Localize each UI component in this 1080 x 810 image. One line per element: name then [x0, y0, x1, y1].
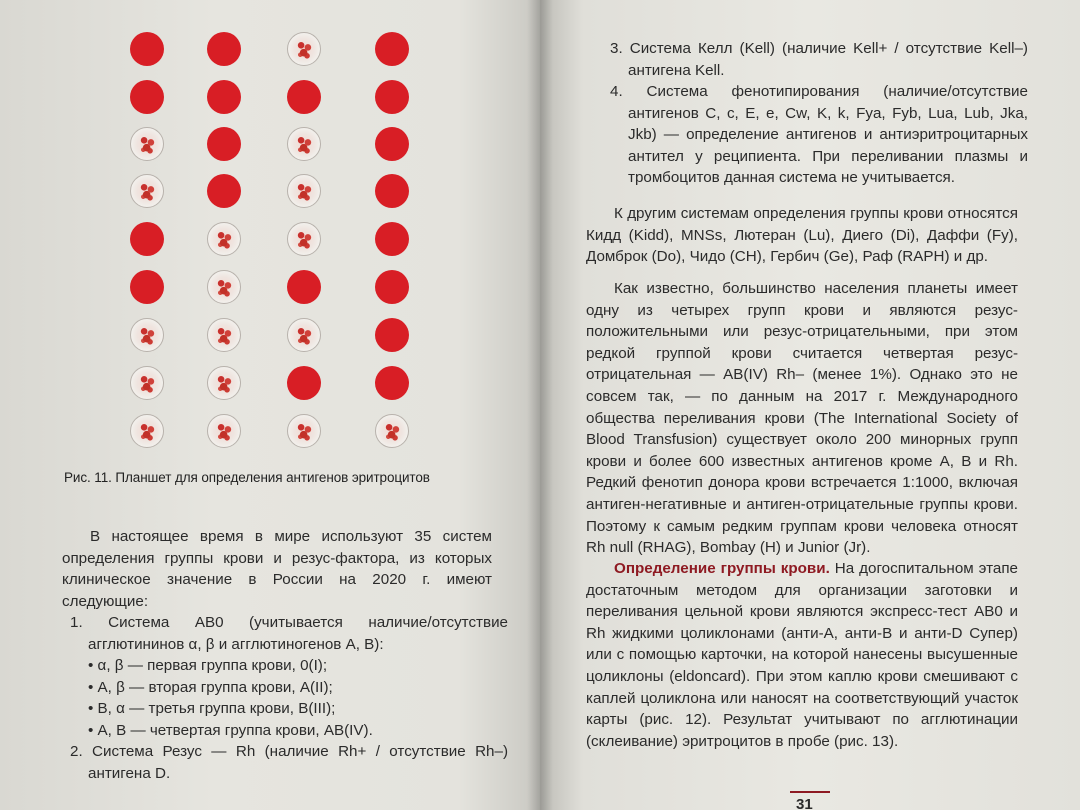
- list-item: • А, В — четвертая группа крови, AB(IV).: [88, 721, 373, 739]
- list-item: • В, α — третья группа крови, B(III);: [88, 700, 336, 718]
- negative-well: [130, 414, 164, 448]
- agglutinated-well: [375, 32, 409, 66]
- agglutinated-well: [375, 366, 409, 400]
- other-systems-paragraph: К другим системам определения группы крови относятся Кидд (Kidd), MNSs, Лютеран (Lu), Диего (Di), Даффи (Fy), Домброк (Do), Чидо (CH), Гербич (Ge), Раф (RAPH) и др.: [586, 205, 1018, 266]
- abo-bullet-list: [88, 655, 488, 741]
- book-spine-shadow: [527, 0, 553, 810]
- negative-well: [207, 222, 241, 256]
- agglutinated-well: [130, 222, 164, 256]
- agglutinated-well: [287, 366, 321, 400]
- antigen-test-plate: [112, 24, 432, 464]
- negative-well: [287, 318, 321, 352]
- negative-well: [130, 127, 164, 161]
- section-heading: Определение группы крови.: [614, 560, 830, 577]
- negative-well: [130, 174, 164, 208]
- page-number-rule: [790, 791, 830, 793]
- agglutinated-well: [375, 80, 409, 114]
- negative-well: [287, 127, 321, 161]
- negative-well: [207, 318, 241, 352]
- negative-well: [130, 366, 164, 400]
- list-item: • α, β — первая группа крови, 0(I);: [88, 657, 328, 674]
- agglutinated-well: [207, 80, 241, 114]
- page-number: 31: [796, 796, 813, 810]
- negative-well: [287, 174, 321, 208]
- list-item: • А, β — вторая группа крови, A(II);: [88, 678, 333, 696]
- agglutinated-well: [375, 270, 409, 304]
- population-paragraph: Как известно, большинство населения планеты имеет одну из четырех групп крови и являются резус-положительными или резус-отрицательными, при этом редкой группой крови считается четвертая резус-отрицательная — AB(IV) Rh– (менее 1%). Однако это не совсем так, — по данным на 2017 г. Международного общества переливания крови (The International Society of Blood Transfusion) существует около 200 минорных групп крови и более 600 известных антигенов кроме А, В и Rh. Редкий фенотип донора крови встречается 1:1000, включая антиген-негативные и антиген-отрицательные группы крови. Поэтому к самым редким группам крови человека относят Rh null (RHAG), Bombay (H) и Junior (Jr).: [586, 280, 1018, 557]
- negative-well: [287, 32, 321, 66]
- agglutinated-well: [130, 32, 164, 66]
- agglutinated-well: [207, 127, 241, 161]
- negative-well: [287, 414, 321, 448]
- agglutinated-well: [375, 127, 409, 161]
- figure-caption: Рис. 11. Планшет для определения антигенов эритроцитов: [64, 470, 430, 485]
- agglutinated-well: [287, 270, 321, 304]
- list-item-kell: 3. Система Келл (Kell) (наличие Kell+ / отсутствие Kell–) антигена Kell.: [610, 40, 1028, 79]
- section-body: На догоспитальном этапе достаточным методом для организации заготовки и переливания цельной крови являются экспресс-тест АВ0 и Rh жидкими цоликлонами (анти-А, анти-В и анти-D Супер) или с помощью карточки, на которой нанесены высушенные цоликлоны (eldoncard). При этом каплю крови смешивают с каплей цоликлона или наносят на соответствующий участок карты (рис. 12). Результат учитывают по агглютинации (склеивание) эритроцитов в пробе (рис. 13).: [586, 560, 1018, 750]
- list-item-abo: 1. Система АВ0 (учитывается наличие/отсутствие агглютининов α, β и агглютиногенов А, В):: [70, 614, 508, 653]
- agglutinated-well: [287, 80, 321, 114]
- right-page: [540, 0, 1080, 810]
- intro-paragraph: В настоящее время в мире используют 35 систем определения группы крови и резус-фактора, из которых клиническое значение в России на 2020 г. имеют следующие:: [62, 528, 492, 610]
- agglutinated-well: [130, 270, 164, 304]
- list-item-phenotyping: 4. Система фенотипирования (наличие/отсутствие антигенов C, c, E, e, Cw, K, k, Fya, Fyb, Lua, Lub, Jka, Jkb) — определение антигенов и антиэритроцитарных антител у реципиента. При переливании плазмы и тромбоцитов данная система не учитывается.: [610, 83, 1028, 187]
- negative-well: [375, 414, 409, 448]
- negative-well: [130, 318, 164, 352]
- negative-well: [287, 222, 321, 256]
- agglutinated-well: [375, 222, 409, 256]
- list-item-rhesus: 2. Система Резус — Rh (наличие Rh+ / отсутствие Rh–) антигена D.: [70, 743, 508, 782]
- agglutinated-well: [207, 174, 241, 208]
- blood-group-determination-paragraph: [586, 558, 1018, 752]
- negative-well: [207, 414, 241, 448]
- agglutinated-well: [375, 174, 409, 208]
- agglutinated-well: [375, 318, 409, 352]
- agglutinated-well: [207, 32, 241, 66]
- negative-well: [207, 270, 241, 304]
- negative-well: [207, 366, 241, 400]
- agglutinated-well: [130, 80, 164, 114]
